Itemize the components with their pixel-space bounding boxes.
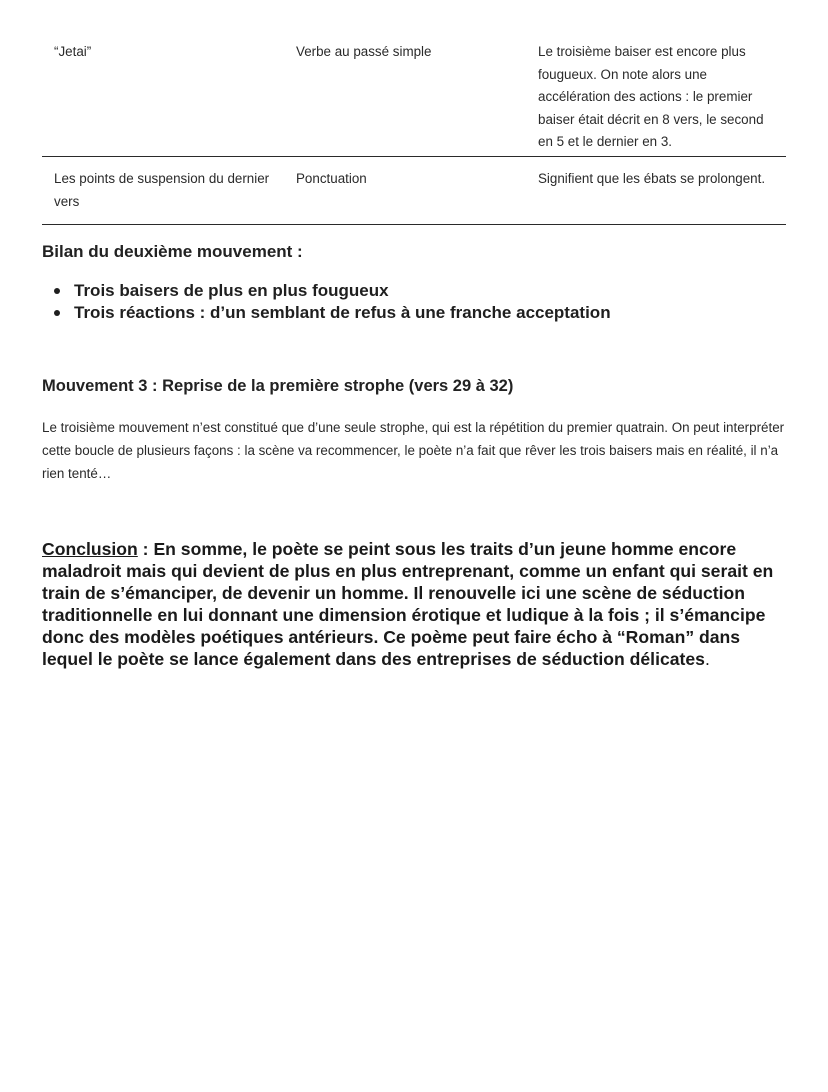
table-cell-quote: Les points de suspension du dernier vers [54, 170, 270, 209]
bilan-list [42, 280, 611, 324]
conclusion-text: En somme, le poète se peint sous les traits d’un jeune homme encore maladroit mais qui devient de plus en plus entreprenant, comme un enfant qui serait en train de s’émanciper, de devenir un homme. Il renouvelle ici une scène de séduction traditionnelle en lui donnant une dimension érotique et ludique à la fois ; il s’émancipe donc des modèles poétiques antérieurs. Ce poème peut faire écho à “Roman” dans lequel le poète se lance également dans des entreprises de séduction délicates [42, 539, 774, 669]
table-cell-quote: “Jetai” [54, 44, 92, 59]
conclusion-end: . [704, 649, 710, 669]
table-cell-procede: Ponctuation [296, 170, 367, 186]
table-cell-procede: Verbe au passé simple [296, 44, 432, 59]
conclusion-paragraph [42, 538, 792, 670]
list-item: Trois baisers de plus en plus fougueux [42, 280, 611, 302]
mouvement3-paragraph: Le troisième mouvement n’est constitué que d’une seule strophe, qui est la répétition du premier quatrain. On peut interpréter cette boucle de plusieurs façons : la scène va recommencer, le poète n’a fait que rêver les trois baisers mais en réalité, il n’a rien tenté… [42, 420, 785, 482]
mouvement3-heading: Mouvement 3 : Reprise de la première strophe (vers 29 à 32) [42, 377, 514, 395]
conclusion-separator: : [137, 539, 154, 559]
table-row [42, 157, 786, 225]
list-item: Trois réactions : d’un semblant de refus à une franche acceptation [42, 302, 611, 324]
analysis-table [42, 36, 786, 225]
table-cell-interpretation: Signifient que les ébats se prolongent. [538, 170, 766, 186]
conclusion-label: Conclusion [42, 539, 138, 559]
bilan-heading: Bilan du deuxième mouvement : [42, 242, 303, 261]
table-row [42, 36, 786, 157]
table-cell-interpretation: Le troisième baiser est encore plus fougueux. On note alors une accélération des actions : le premier baiser était décrit en 8 vers, le second en 5 et le dernier en 3. [538, 44, 764, 150]
